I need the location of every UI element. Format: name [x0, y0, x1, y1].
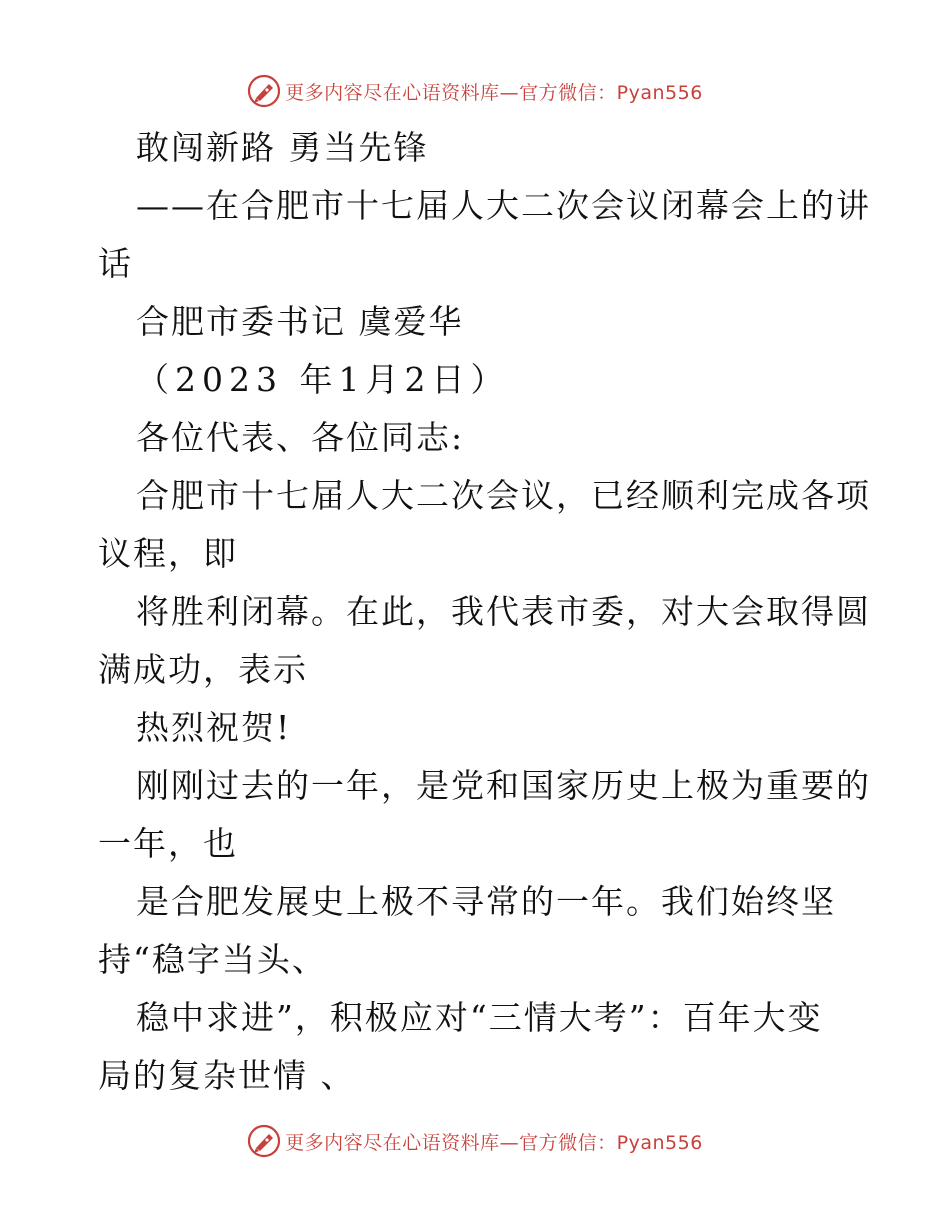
- pen-nib-logo-icon: [247, 1124, 281, 1158]
- body-line: 稳中求进”，积极应对“三情大考”：百年大变: [136, 998, 823, 1037]
- speech-subtitle-cont: 话: [98, 244, 133, 283]
- footer-watermark-text: 更多内容尽在心语资料库—官方微信：Pyan556: [285, 1131, 703, 1154]
- body-line: 一年，也: [98, 824, 238, 863]
- footer-watermark-banner: [0, 1121, 950, 1161]
- body-line: 将胜利闭幕。在此，我代表市委，对大会取得圆: [136, 592, 871, 631]
- body-line: 持“稳字当头、: [98, 940, 327, 979]
- speech-subtitle: ——在合肥市十七届人大二次会议闭幕会上的讲: [136, 186, 871, 225]
- speech-title: 敢闯新路 勇当先锋: [136, 128, 429, 167]
- body-line: 合肥市十七届人大二次会议，已经顺利完成各项: [136, 476, 871, 515]
- speaker-line: 合肥市委书记 虞爱华: [136, 302, 464, 341]
- body-line: 热烈祝贺!: [136, 708, 292, 747]
- body-line: 满成功，表示: [98, 650, 308, 689]
- header-watermark-text: 更多内容尽在心语资料库—官方微信：Pyan556: [285, 81, 703, 104]
- body-line: 刚刚过去的一年，是党和国家历史上极为重要的: [136, 766, 871, 805]
- body-line: 局的复杂世情 、: [98, 1056, 356, 1095]
- pen-nib-logo-icon: [247, 74, 281, 108]
- speech-date: （2023 年1月2日）: [136, 360, 510, 399]
- header-watermark-banner: [0, 71, 950, 111]
- salutation: 各位代表、各位同志:: [136, 418, 465, 457]
- body-line: 议程，即: [98, 534, 238, 573]
- body-line: 是合肥发展史上极不寻常的一年。我们始终坚: [136, 882, 836, 921]
